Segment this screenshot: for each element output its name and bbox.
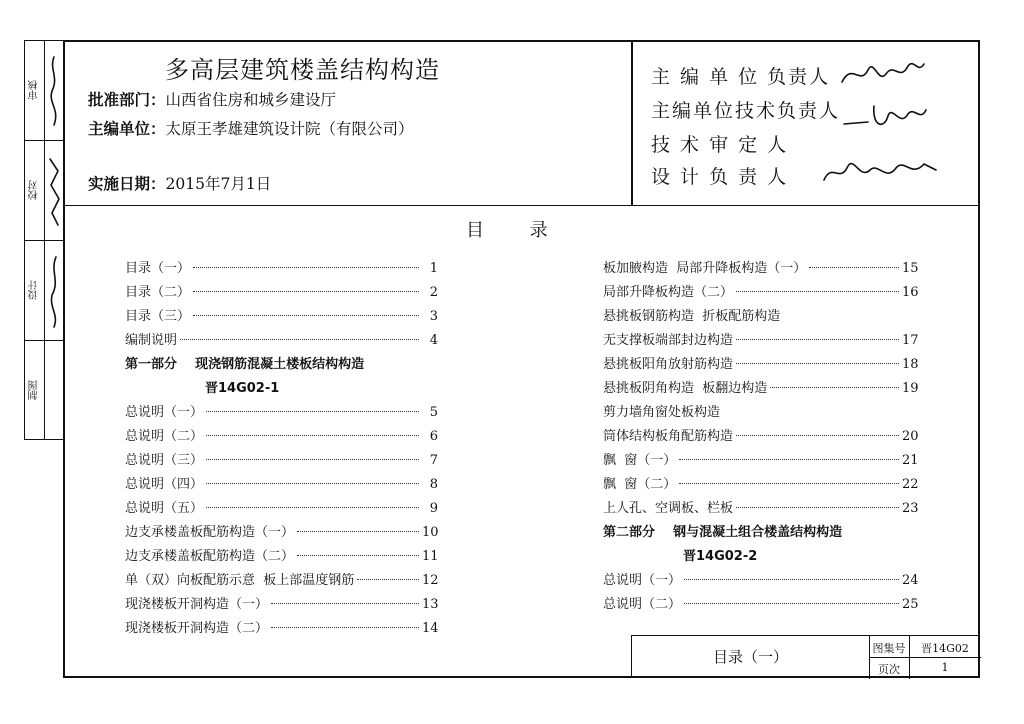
toc-entry-text: 第一部分 现浇钢筋混凝土楼板结构构造 [125, 357, 365, 372]
toc-entry-page: 15 [902, 261, 919, 276]
toc-leader-dots [180, 339, 419, 340]
sidebar-cell [25, 41, 64, 141]
toc-entry [125, 282, 438, 304]
toc-entry [603, 594, 918, 616]
toc-entry-text: 编制说明 [125, 333, 178, 348]
toc-entry-page: 17 [902, 333, 919, 348]
toc-entry-text: 总说明（五） [125, 501, 204, 516]
toc-entry-text: 现浇楼板开洞构造（一） [125, 597, 269, 612]
toc-leader-dots [271, 603, 419, 604]
toc-entry-page: 3 [429, 309, 438, 324]
toc-entry-page: 5 [429, 405, 438, 420]
toc-leader-dots [736, 291, 899, 292]
title-block [631, 635, 980, 678]
toc-entry-page: 23 [902, 501, 919, 516]
toc-entry [603, 402, 918, 424]
toc-entry [603, 258, 918, 280]
toc-leader-dots [206, 411, 419, 412]
toc-entry [125, 402, 438, 424]
toc-leader-dots [736, 339, 899, 340]
toc-entry [125, 426, 438, 448]
toc-entry-text: 总说明（一） [603, 573, 682, 588]
toc-entry-page: 9 [429, 501, 438, 516]
toc-entry-text: 边支承楼盖板配筋构造（二） [125, 549, 295, 564]
editor-label: 主编单位 [88, 120, 151, 138]
toc-entry [125, 258, 438, 280]
toc-leader-dots [679, 459, 899, 460]
toc-leader-dots [206, 435, 419, 436]
toc-leader-dots [684, 579, 899, 580]
toc-entry-page: 7 [429, 453, 438, 468]
toc-leader-dots [736, 363, 899, 364]
toc-entry [125, 354, 438, 376]
signature-designer [820, 150, 940, 190]
toc-entry [125, 330, 438, 352]
toc-entry [125, 498, 438, 520]
toc-entry-page: 4 [429, 333, 438, 348]
toc-entry-text: 板加腋构造 局部升降板构造（一） [603, 261, 807, 276]
approval-label: 批准部门 [88, 91, 151, 109]
date-value: 2015年7月1日 [165, 175, 272, 193]
toc-entry-page: 11 [422, 549, 439, 564]
signature-technical-lead [838, 96, 928, 138]
toc-entry-text: 筒体结构板角配筋构造 [603, 429, 734, 444]
toc-entry-text: 悬挑板阳角放射筋构造 [603, 357, 734, 372]
toc-entry-page: 12 [422, 573, 439, 588]
sidebar-cell [25, 241, 64, 341]
toc-entry-text: 晋14G02-1 [205, 381, 280, 396]
signature-design [46, 251, 62, 331]
toc-leader-dots [206, 483, 419, 484]
document-title: 多高层建筑楼盖结构构造 [165, 56, 440, 84]
toc-entry-text: 总说明（一） [125, 405, 204, 420]
toc-entry-text: 悬挑板阴角构造 板翻边构造 [603, 381, 768, 396]
toc-entry [603, 522, 918, 544]
toc-leader-dots [684, 603, 899, 604]
toc-entry-text: 单（双）向板配筋示意 板上部温度钢筋 [125, 573, 355, 588]
toc-leader-dots [206, 459, 419, 460]
header-divider [631, 40, 633, 206]
toc-entry [603, 450, 918, 472]
toc-entry [603, 378, 918, 400]
toc-entry [603, 282, 918, 304]
signature-chief-editor [838, 52, 928, 92]
toc-entry [125, 306, 438, 328]
sheet-title: 目录（一） [712, 648, 788, 666]
role-technical-lead: 主编单位技术负责人 [651, 100, 841, 122]
toc-entry [603, 426, 918, 448]
toc-leader-dots [193, 291, 419, 292]
toc-entry-page: 14 [422, 621, 439, 636]
toc-entry-text: 第二部分 钢与混凝土组合楼盖结构构造 [603, 525, 843, 540]
approval-value: 山西省住房和城乡建设厅 [165, 91, 337, 109]
toc-entry [603, 330, 918, 352]
role-designer: 设 计 负 责 人 [651, 166, 789, 188]
toc-entry [205, 378, 438, 400]
toc-entry-text: 目录（二） [125, 285, 191, 300]
sidebar-label-design: 设计 [29, 280, 40, 300]
toc-leader-dots [770, 387, 899, 388]
toc-entry [603, 306, 918, 328]
toc-entry-text: 晋14G02-2 [683, 549, 758, 564]
toc-leader-dots [357, 579, 419, 580]
toc-entry-text: 总说明（三） [125, 453, 204, 468]
toc-entry-text: 局部升降板构造（二） [603, 285, 734, 300]
toc-leader-dots [736, 435, 899, 436]
toc-entry [125, 474, 438, 496]
toc-entry [125, 450, 438, 472]
toc-entry-page: 25 [902, 597, 919, 612]
atlas-value: 晋14G02 [921, 642, 969, 655]
toc-entry-page: 16 [902, 285, 919, 300]
sidebar-label-review: 审核 [29, 80, 40, 100]
toc-entry-page: 8 [429, 477, 438, 492]
toc-entry [125, 546, 438, 568]
toc-leader-dots [679, 483, 899, 484]
toc-entry-text: 现浇楼板开洞构造（二） [125, 621, 269, 636]
toc-entry-text: 总说明（二） [603, 597, 682, 612]
toc-entry-page: 19 [902, 381, 919, 396]
toc-entry [603, 498, 918, 520]
toc-entry [603, 570, 918, 592]
toc-entry-text: 边支承楼盖板配筋构造（一） [125, 525, 295, 540]
toc-leader-dots [297, 555, 419, 556]
toc-entry [125, 522, 438, 544]
page-label: 页次 [878, 663, 900, 676]
signature-sidebar [24, 40, 63, 440]
toc-entry-text: 飘 窗（二） [603, 477, 677, 492]
toc-entry-page: 1 [429, 261, 438, 276]
toc-entry-text: 总说明（二） [125, 429, 204, 444]
toc-leader-dots [271, 627, 419, 628]
signature-review [46, 51, 62, 131]
toc-entry-page: 18 [902, 357, 919, 372]
editor-line: 主编单位：太原王孝雄建筑设计院（有限公司） [88, 120, 414, 138]
toc-entry-page: 6 [429, 429, 438, 444]
approval-line: 批准部门：山西省住房和城乡建设厅 [88, 91, 337, 109]
toc-entry-page: 22 [902, 477, 919, 492]
toc-leader-dots [193, 315, 419, 316]
toc-leader-dots [809, 267, 899, 268]
toc-entry-text: 目录（一） [125, 261, 191, 276]
toc-entry-text: 飘 窗（一） [603, 453, 677, 468]
toc-leader-dots [193, 267, 419, 268]
page-value: 1 [941, 661, 949, 674]
toc-entry-text: 剪力墙角窗处板构造 [603, 405, 721, 420]
role-chief-editor: 主 编 单 位 负责人 [651, 66, 831, 88]
toc-leader-dots [206, 507, 419, 508]
toc-entry [603, 354, 918, 376]
toc-entry-page: 21 [902, 453, 919, 468]
sidebar-label-drawing: 制图 [29, 380, 40, 400]
toc-entry [125, 594, 438, 616]
sidebar-label-check: 校对 [29, 180, 40, 200]
toc-entry [125, 618, 438, 640]
toc-entry-text: 无支撑板端部封边构造 [603, 333, 734, 348]
toc-entry [683, 546, 918, 568]
toc-leader-dots [297, 531, 419, 532]
toc-entry [125, 570, 438, 592]
toc-entry-page: 2 [429, 285, 438, 300]
toc-entry-page: 24 [902, 573, 919, 588]
sidebar-cell [25, 141, 64, 241]
title-block-divider [869, 657, 981, 658]
atlas-label: 图集号 [872, 642, 906, 655]
toc-entry-page: 10 [422, 525, 439, 540]
signature-check [46, 151, 62, 231]
toc-entry-page: 20 [902, 429, 919, 444]
toc-title: 目 录 [466, 220, 548, 241]
toc-entry-page: 13 [422, 597, 439, 612]
toc-entry-text: 上人孔、空调板、栏板 [603, 501, 734, 516]
toc-entry-text: 悬挑板钢筋构造 折板配筋构造 [603, 309, 781, 324]
toc-entry-text: 目录（三） [125, 309, 191, 324]
date-label: 实施日期 [88, 175, 151, 193]
date-line: 实施日期：2015年7月1日 [88, 175, 272, 193]
role-reviewer: 技 术 审 定 人 [651, 134, 789, 156]
toc-entry-text: 总说明（四） [125, 477, 204, 492]
toc-entry [603, 474, 918, 496]
sidebar-cell [25, 341, 64, 439]
editor-value: 太原王孝雄建筑设计院（有限公司） [165, 120, 414, 138]
toc-leader-dots [736, 507, 899, 508]
